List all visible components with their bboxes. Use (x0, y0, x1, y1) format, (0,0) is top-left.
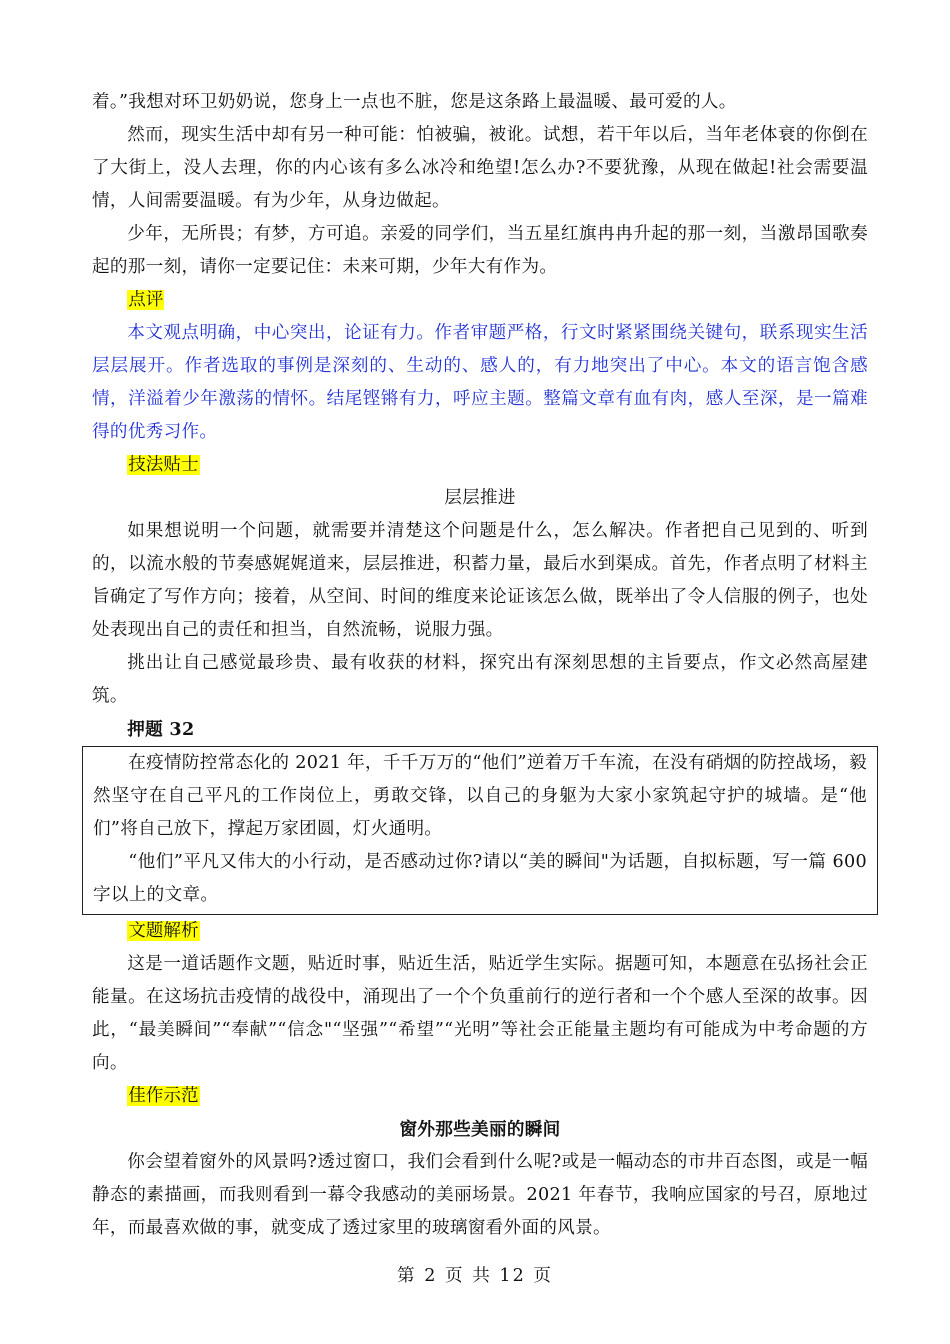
page-footer: 第 2 页 共 12 页 (397, 1266, 553, 1286)
tips-paragraph: 如果想说明一个问题，就需要并清楚这个问题是什么，怎么解决。作者把自己见到的、听到的，以流水般的节奏感娓娓道来，层层推进，积蓄力量，最后水到渠成。首先，作者点明了材料主旨确定了写作方向；接着，从空间、时间的维度来论证该怎么做，既举出了令人信服的例子，也处处表现出自己的责任和担当，自然流畅，说服力强。 (92, 521, 868, 640)
question-paragraph: 在疫情防控常态化的 2021 年，千千万万的“他们”逆着万千车流，在没有硝烟的防控战场，毅然坚守在自己平凡的工作岗位上，勇敢交锋，以自己的身躯为大家小家筑起守护的城墙。是“他们”将自己放下，撑起万家团圆，灯火通明。 (93, 753, 867, 839)
comment-text: 本文观点明确，中心突出，论证有力。作者审题严格，行文时紧紧围绕关键句，联系现实生活层层展开。作者选取的事例是深刻的、生动的、感人的，有力地突出了中心。本文的语言饱含感情，洋溢着少年激荡的情怀。结尾铿锵有力，呼应主题。整篇文章有血有肉，感人至深，是一篇难得的优秀习作。 (92, 323, 868, 442)
question-box (82, 746, 878, 915)
tips-paragraph: 挑出让自己感觉最珍贵、最有收获的材料，探究出有深刻思想的主旨要点，作文必然高屋建筑。 (92, 653, 868, 706)
tips-label: 技法贴士 (128, 455, 199, 475)
page-content (92, 86, 868, 1245)
question-paragraph: “他们”平凡又伟大的小行动，是否感动过你?请以“美的瞬间"为话题，自拟标题，写一篇 600 字以上的文章。 (93, 852, 867, 905)
sample-paragraph: 你会望着窗外的风景吗?透过窗口，我们会看到什么呢?或是一幅动态的市井百态图，或是一幅静态的素描画，而我则看到一幕令我感动的美丽场景。2021 年春节，我响应国家的号召，原地过年，而最喜欢做的事，就变成了透过家里的玻璃窗看外面的风景。 (92, 1152, 868, 1238)
analysis-label-line (92, 915, 868, 948)
comment-label-line (92, 284, 868, 317)
analysis-label: 文题解析 (128, 921, 199, 941)
comment-label: 点评 (128, 290, 164, 310)
analysis-text: 这是一道话题作文题，贴近时事，贴近生活，贴近学生实际。据题可知，本题意在弘扬社会正能量。在这场抗击疫情的战役中，涌现出了一个个负重前行的逆行者和一个个感人至深的故事。因此，“最美瞬间”“奉献”“信念"“坚强”“希望”“光明”等社会正能量主题均有可能成为中考命题的方向。 (92, 954, 868, 1073)
body-paragraph: 着。”我想对环卫奶奶说，您身上一点也不脏，您是这条路上最温暖、最可爱的人。 (92, 92, 737, 112)
body-paragraph: 然而，现实生活中却有另一种可能：怕被骗，被讹。试想，若干年以后，当年老体衰的你倒在了大街上，没人去理，你的内心该有多么冰冷和绝望!怎么办?不要犹豫，从现在做起!社会需要温情，人间需要温暖。有为少年，从身边做起。 (92, 125, 868, 211)
tips-label-line (92, 449, 868, 482)
sample-title: 窗外那些美丽的瞬间 (399, 1119, 561, 1140)
question-heading: 押题 32 (127, 719, 195, 740)
sample-label: 佳作示范 (128, 1086, 199, 1106)
body-paragraph: 少年，无所畏；有梦，方可追。亲爱的同学们，当五星红旗冉冉升起的那一刻，当激昂国歌奏起的那一刻，请你一定要记住：未来可期，少年大有作为。 (92, 224, 868, 277)
sample-label-line (92, 1080, 868, 1113)
tips-title: 层层推进 (444, 488, 516, 508)
